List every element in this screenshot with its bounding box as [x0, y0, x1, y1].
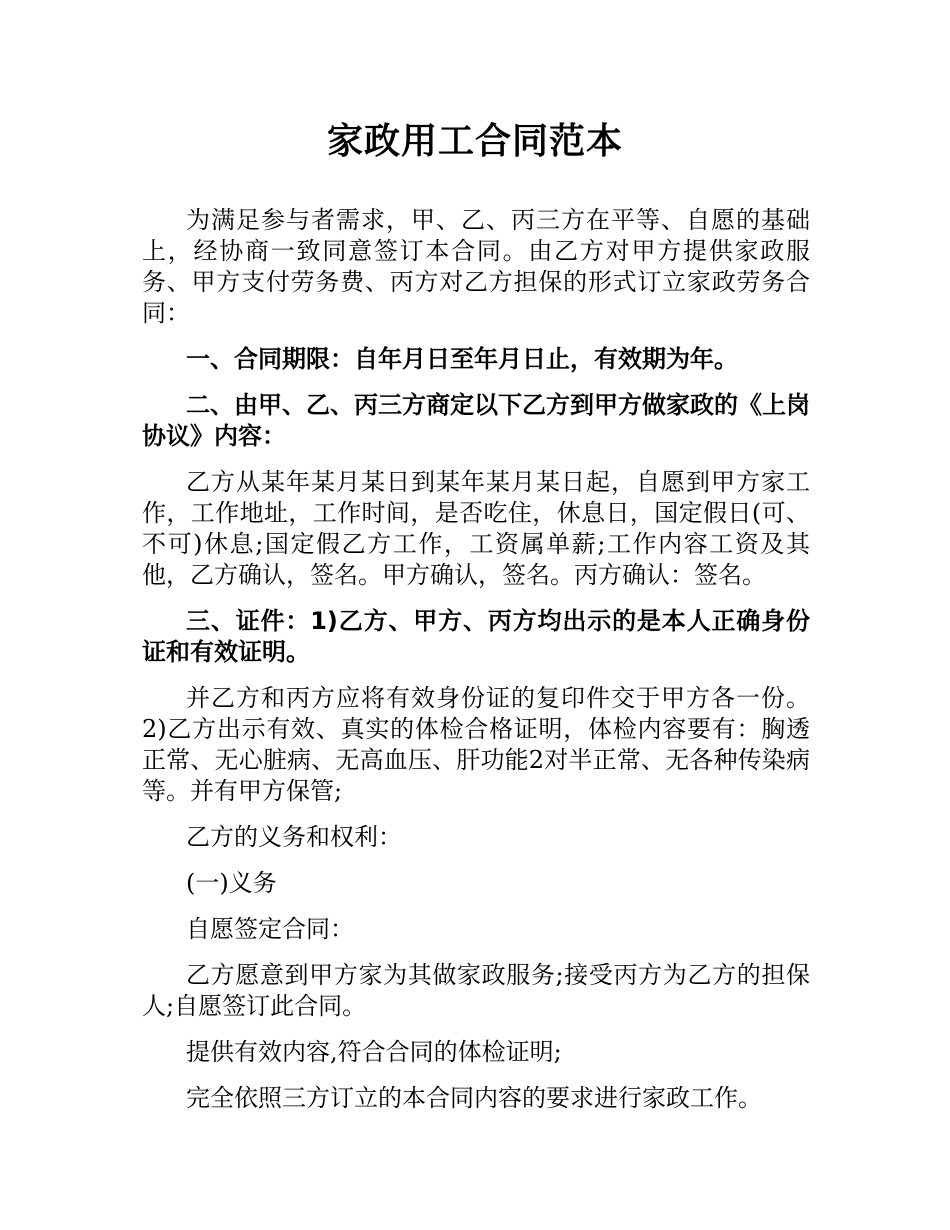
paragraph-provide-certificate: 提供有效内容,符合合同的体检证明; [186, 1038, 562, 1066]
document-body [142, 205, 810, 1129]
paragraph-preamble: 为满足参与者需求，甲、乙、丙三方在平等、自愿的基础上，经协商一致同意签订本合同。由乙方对甲方提供家政服务、甲方支付劳务费、丙方对乙方担保的形式订立家政劳务合同： [142, 206, 810, 327]
paragraph-work-details: 乙方从某年某月某日到某年某月某日起，自愿到甲方家工作，工作地址，工作时间，是否吃住，休息日，国定假日(可、不可)休息;国定假乙方工作，工资属单薪;工作内容工资及其他，乙方确认，签名。甲方确认，签名。丙方确认：签名。 [142, 468, 810, 589]
document-title: 家政用工合同范本 [326, 121, 623, 162]
clause-1-term: 一、合同期限：自年月日至年月日止，有效期为年。 [186, 345, 738, 373]
paragraph-follow-contract: 完全依照三方订立的本合同内容的要求进行家政工作。 [186, 1084, 762, 1112]
clause-2-heading: 二、由甲、乙、丙三方商定以下乙方到甲方做家政的《上岗协议》内容： [142, 391, 810, 450]
paragraph-obligations-rights: 乙方的义务和权利： [186, 823, 402, 851]
paragraph-health-certificate: 并乙方和丙方应将有效身份证的复印件交于甲方各一份。2)乙方出示有效、真实的体检合格证明，体检内容要有：胸透正常、无心脏病、无高血压、肝功能2对半正常、无各种传染病等。并有甲方保管; [142, 684, 810, 805]
paragraph-voluntary-signing: 自愿签定合同： [186, 915, 354, 943]
paragraph-obligations-heading: (一)义务 [186, 869, 277, 897]
paragraph-willing-service: 乙方愿意到甲方家为其做家政服务;接受丙方为乙方的担保人;自愿签订此合同。 [142, 961, 810, 1020]
clause-3-documents: 三、证件：1)乙方、甲方、丙方均出示的是本人正确身份证和有效证明。 [142, 607, 810, 666]
